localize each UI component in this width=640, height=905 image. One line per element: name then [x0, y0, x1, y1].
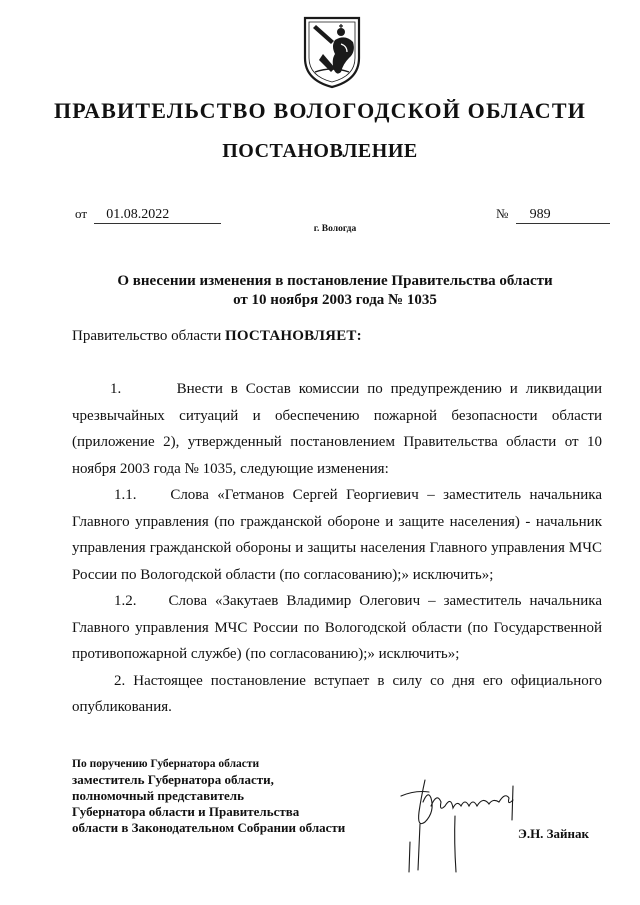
emblem-svg: [301, 14, 363, 90]
decree-prefix: Правительство области: [72, 328, 225, 344]
organization-title: ПРАВИТЕЛЬСТВО ВОЛОГОДСКОЙ ОБЛАСТИ: [53, 98, 587, 123]
handwritten-signature-icon: [395, 772, 530, 882]
number-prefix: №: [496, 206, 509, 221]
item-1-number: 1.: [110, 381, 122, 397]
document-title: [40, 272, 630, 310]
city: г. Вологда: [313, 224, 357, 234]
item-1-1-number: 1.1.: [114, 487, 137, 503]
signature-line-4: области в Законодательном Собрании области: [72, 820, 346, 835]
title-line-1: О внесении изменения в постановление Правительства области: [117, 273, 553, 289]
document-number: 989: [516, 207, 610, 224]
paragraph-item-2: 2. Настоящее постановление вступает в силу со дня его официального опубликования.: [72, 672, 602, 715]
date-prefix: от: [75, 206, 88, 221]
item-1-text: Внести в Состав комиссии по предупреждению и ликвидации чрезвычайных ситуаций и обеспечению пожарной безопасности области (приложение 2), утвержденный постановлением Правительства области от 10 ноября 2003 года № 1035, следующие изменения:: [72, 381, 602, 477]
paragraph-item-1: [72, 376, 602, 482]
signature-line-3: Губернатора области и Правительства: [72, 804, 300, 819]
signature-line-1: заместитель Губернатора области,: [72, 772, 274, 787]
item-1-2-text: Слова «Закутаев Владимир Олегович – заместитель начальника Главного управления МЧС России по Вологодской области (по Государственной противопожарной службе) (по согласованию);» исключить»;: [72, 593, 603, 662]
number-line: [496, 206, 610, 224]
signature-line-0: По поручению Губернатора области: [72, 758, 260, 770]
decree-line: [72, 328, 362, 345]
signature-block: [72, 756, 402, 836]
coat-of-arms-icon: [301, 14, 363, 90]
item-1-2-number: 1.2.: [114, 593, 137, 609]
document-body: [72, 376, 602, 721]
signature-svg: [395, 772, 530, 882]
signer-name: Э.Н. Зайнак: [518, 826, 590, 841]
paragraph-item-1-2: [72, 588, 602, 668]
document-date: 01.08.2022: [94, 207, 221, 224]
decree-verb: ПОСТАНОВЛЯЕТ:: [224, 328, 362, 344]
paragraph-item-1-1: [72, 482, 602, 588]
document-type: ПОСТАНОВЛЕНИЕ: [222, 140, 418, 162]
signature-line-2: полномочный представитель: [72, 788, 244, 803]
date-line: [75, 206, 221, 224]
title-line-2: от 10 ноября 2003 года № 1035: [233, 292, 437, 308]
item-1-1-text: Слова «Гетманов Сергей Георгиевич – заместитель начальника Главного управления (по гражданской обороне и защите населения) - начальник управления гражданской обороны и защиты населения Главного управления МЧС России по Вологодской области (по согласованию);» исключить»;: [72, 487, 603, 583]
